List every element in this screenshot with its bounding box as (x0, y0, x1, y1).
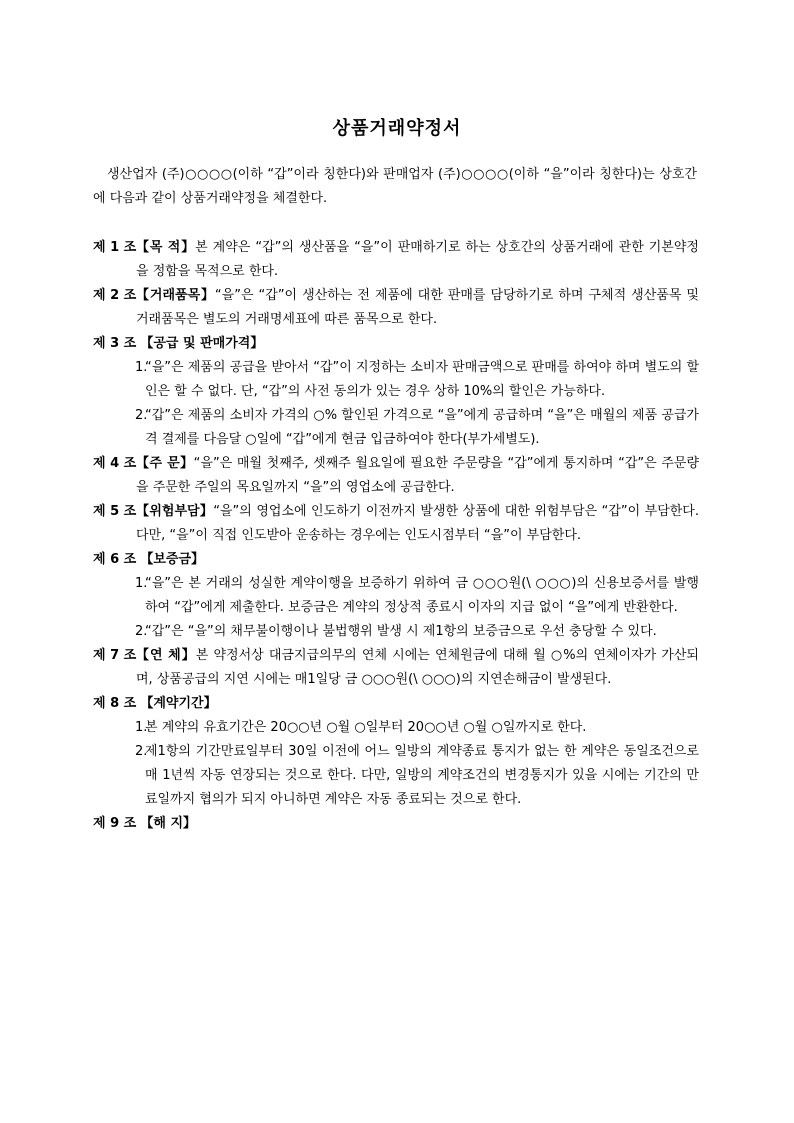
article-number: 제 5 조 (93, 504, 137, 519)
article-heading: 【공급 및 판매가격】 (140, 336, 264, 351)
article-heading: 【계약기간】 (140, 696, 217, 711)
clause-item (93, 356, 699, 404)
article-number: 제 1 조 (93, 240, 137, 255)
article-4 (93, 452, 699, 500)
clause-number: 2. (135, 408, 148, 423)
article-8 (93, 692, 699, 716)
article-number: 제 7 조 (93, 648, 137, 663)
article-heading: 【보증금】 (140, 552, 205, 567)
article-number: 제 3 조 (93, 336, 137, 351)
article-number: 제 9 조 (93, 816, 137, 831)
article-body: 본 계약은 “갑”의 생산품을 “을”이 판매하기로 하는 상호간의 상품거래에 관한 기본약정을 정함을 목적으로 한다. (136, 240, 699, 279)
article-number: 제 6 조 (93, 552, 137, 567)
clause-item (93, 572, 699, 620)
article-2 (93, 284, 699, 332)
clause-text: “을”은 본 거래의 성실한 계약이행을 보증하기 위하여 금 ○○○원(\ ○○○)의 신용보증서를 발행하여 “갑”에게 제출한다. 보증금은 계약의 정상적 종료시 이자의 지급 없이 “을”에게 반환한다. (145, 576, 699, 615)
article-heading: 【주 문】 (136, 456, 194, 471)
article-heading: 【위험부담】 (136, 504, 214, 519)
clause-number: 1. (135, 576, 148, 591)
article-number: 제 2 조 (93, 288, 137, 303)
clause-item (93, 404, 699, 452)
article-heading: 【연 체】 (136, 648, 196, 663)
article-8-items (93, 716, 699, 812)
article-heading: 【거래품목】 (136, 288, 215, 303)
clause-item (93, 620, 699, 644)
clause-number: 2. (135, 624, 148, 639)
article-number: 제 4 조 (93, 456, 137, 471)
article-number: 제 8 조 (93, 696, 137, 711)
article-6 (93, 548, 699, 572)
clause-text: 제1항의 기간만료일부터 30일 이전에 어느 일방의 계약종료 통지가 없는 한 계약은 동일조건으로 매 1년씩 자동 연장되는 것으로 한다. 다만, 일방의 계약조건의 변경통지가 있을 시에는 기간의 만료일까지 협의가 되지 아니하면 계약은 자동 종료되는 것으로 한다. (145, 744, 699, 807)
article-body: 본 약정서상 대금지급의무의 연체 시에는 연체원금에 대해 월 ○%의 연체이자가 가산되며, 상품공급의 지연 시에는 매1일당 금 ○○○원(\ ○○○)의 지연손해금이 발생된다. (136, 648, 699, 687)
clause-text: 본 계약의 유효기간은 20○○년 ○월 ○일부터 20○○년 ○월 ○일까지로 한다. (145, 720, 587, 735)
articles-list (93, 236, 699, 836)
article-heading: 【목 적】 (136, 240, 196, 255)
article-heading: 【해 지】 (140, 816, 197, 831)
clause-item (93, 740, 699, 812)
clause-text: “을”은 제품의 공급을 받아서 “갑”이 지정하는 소비자 판매금액으로 판매를 하여야 하며 별도의 할인은 할 수 없다. 단, “갑”의 사전 동의가 있는 경우 상하 10%의 할인은 가능하다. (145, 360, 699, 399)
article-body: “을”은 “갑”이 생산하는 전 제품에 대한 판매를 담당하기로 하며 구체적 생산품목 및 거래품목은 별도의 거래명세표에 따른 품목으로 한다. (136, 288, 699, 327)
article-body: “을”은 매월 첫째주, 셋째주 월요일에 필요한 주문량을 “갑”에게 통지하며 “갑”은 주문량을 주문한 주일의 목요일까지 “을”의 영업소에 공급한다. (136, 456, 699, 495)
document-title: 상품거래약정서 (332, 118, 462, 139)
clause-number: 2. (135, 744, 148, 759)
article-1 (93, 236, 699, 284)
clause-item (93, 716, 699, 740)
clause-number: 1. (135, 720, 148, 735)
intro-paragraph (93, 163, 697, 211)
clause-text: “갑”은 제품의 소비자 가격의 ○% 할인된 가격으로 “을”에게 공급하며 “을”은 매월의 제품 공급가격 결제를 다음달 ○일에 “갑”에게 현금 입금하여야 한다(부가세별도). (145, 408, 699, 447)
clause-number: 1. (135, 360, 148, 375)
article-3 (93, 332, 699, 356)
article-5 (93, 500, 699, 548)
clause-text: “갑”은 “을”의 채무불이행이나 불법행위 발생 시 제1항의 보증금으로 우선 충당할 수 있다. (145, 624, 657, 639)
article-3-items (93, 356, 699, 452)
article-9 (93, 812, 699, 836)
article-6-items (93, 572, 699, 644)
article-7 (93, 644, 699, 692)
article-body: “을”의 영업소에 인도하기 이전까지 발생한 상품에 대한 위험부담은 “갑”이 부담한다. 다만, “을”이 직접 인도받아 운송하는 경우에는 인도시점부터 “을”이 부담한다. (136, 504, 700, 543)
intro-text: 생산업자 (주)○○○○(이하 “갑”이라 칭한다)와 판매업자 (주)○○○○(이하 “을”이라 칭한다)는 상호간에 다음과 같이 상품거래약정을 체결한다. (93, 167, 697, 206)
